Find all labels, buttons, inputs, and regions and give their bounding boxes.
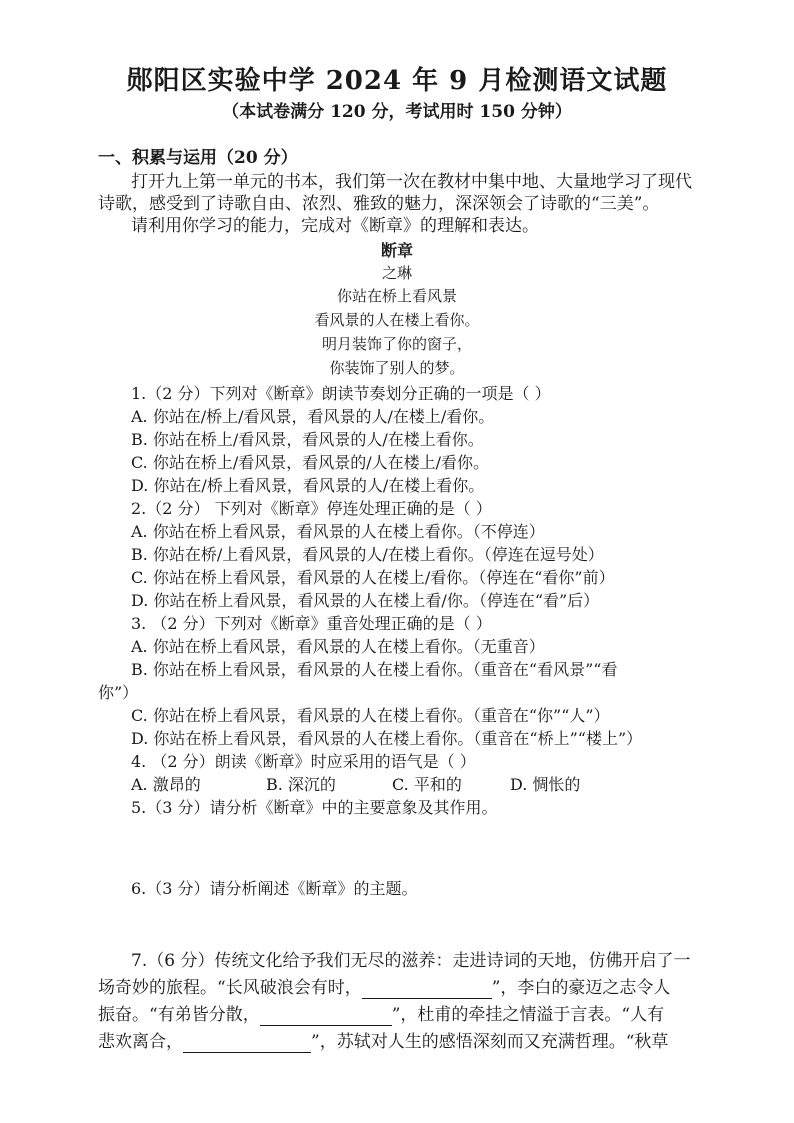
question-3-option-a: A. 你站在桥上看风景，看风景的人在楼上看你。（无重音）	[131, 637, 545, 656]
question-2-option-c: C. 你站在桥上看风景，看风景的人在楼上/看你。（停连在“看你”前）	[131, 568, 615, 587]
question-1-stem: 1.（2 分）下列对《断章》朗读节奏划分正确的一项是（ ）	[131, 384, 551, 403]
question-7-line	[98, 1031, 668, 1053]
question-1-option-a: A. 你站在/桥上/看风景，看风景的人/在楼上/看你。	[131, 407, 495, 426]
question-3-option-c: C. 你站在桥上看风景，看风景的人在楼上看你。（重音在“你”“人”）	[131, 706, 610, 725]
answer-blank-2[interactable]	[260, 1007, 392, 1026]
question-4-option-a: A. 激昂的	[131, 775, 201, 794]
question-3-option-b-continued: 你”）	[98, 683, 139, 702]
poem-line: 你装饰了别人的梦。	[329, 359, 465, 377]
question-7-text: ”，杜甫的牵挂之情溢于言表。“人有	[391, 1005, 665, 1025]
question-7-line	[98, 977, 670, 999]
intro-line: 诗歌，感受到了诗歌自由、浓烈、雅致的魅力，深深领会了诗歌的“三美”。	[98, 194, 660, 214]
question-7-text: 场奇妙的旅程。“长风破浪会有时，	[98, 978, 362, 998]
question-3-option-b: B. 你站在桥上看风景，看风景的人在楼上看你。（重音在“看风景”“看	[131, 660, 618, 679]
question-4-option-b: B. 深沉的	[266, 775, 336, 794]
question-1-option-d: D. 你站在/桥上看风景，看风景的人/在楼上看你。	[131, 476, 485, 495]
answer-blank-3[interactable]	[183, 1034, 311, 1053]
poem-line: 明月装饰了你的窗子，	[321, 335, 472, 353]
page-title: 郧阳区实验中学 2024 年 9 月检测语文试题	[126, 66, 668, 96]
question-7-line: 7.（6 分）传统文化给予我们无尽的滋养：走进诗词的天地，仿佛开启了一	[131, 951, 691, 971]
poem-line: 看风景的人在楼上看你。	[314, 311, 480, 329]
question-1-option-b: B. 你站在桥上/看风景，看风景的人/在楼上看你。	[131, 430, 484, 449]
intro-line: 请利用你学习的能力，完成对《断章》的理解和表达。	[131, 216, 539, 236]
question-7-text: ”，李白的豪迈之志令人	[491, 978, 671, 998]
question-2-stem: 2.（2 分） 下列对《断章》停连处理正确的是（ ）	[131, 499, 492, 518]
question-4-option-c: C. 平和的	[392, 775, 462, 794]
question-6-stem: 6.（3 分）请分析阐述《断章》的主题。	[131, 879, 418, 898]
question-3-option-d: D. 你站在桥上看风景，看风景的人在楼上看你。（重音在“桥上”“楼上”）	[131, 729, 643, 748]
question-7-text: 悲欢离合，	[98, 1032, 183, 1052]
question-2-option-d: D. 你站在桥上看风景，看风景的人在楼上看/你。（停连在“看”后）	[131, 591, 600, 610]
question-4-option-d: D. 惆怅的	[510, 775, 581, 794]
question-3-stem: 3. （2 分）下列对《断章》重音处理正确的是（ ）	[131, 614, 492, 633]
page-subtitle: （本试卷满分 120 分，考试用时 150 分钟）	[222, 102, 572, 122]
question-2-option-a: A. 你站在桥上看风景，看风景的人在楼上看你。（不停连）	[131, 522, 545, 541]
question-4-stem: 4. （2 分）朗读《断章》时应采用的语气是（ ）	[131, 752, 476, 771]
poem-line: 你站在桥上看风景	[336, 287, 457, 305]
question-5-stem: 5.（3 分）请分析《断章》中的主要意象及其作用。	[131, 798, 498, 817]
question-1-option-c: C. 你站在桥上/看风景，看风景的/人在楼上/看你。	[131, 453, 490, 472]
question-2-option-b: B. 你站在桥/上看风景，看风景的人/在楼上看你。（停连在逗号处）	[131, 545, 604, 564]
poem-title: 断章	[380, 241, 413, 260]
answer-blank-1[interactable]	[362, 980, 492, 999]
question-7-line	[98, 1004, 664, 1026]
intro-line: 打开九上第一单元的书本，我们第一次在教材中集中地、大量地学习了现代	[131, 172, 692, 192]
question-7-text: ”，苏轼对人生的感悟深刻而又充满哲理。“秋草	[311, 1032, 669, 1052]
question-7-text: 振奋。“有弟皆分散，	[98, 1005, 260, 1025]
section-heading: 一、积累与运用（20 分）	[98, 148, 298, 168]
poem-author: 之琳	[381, 264, 412, 282]
